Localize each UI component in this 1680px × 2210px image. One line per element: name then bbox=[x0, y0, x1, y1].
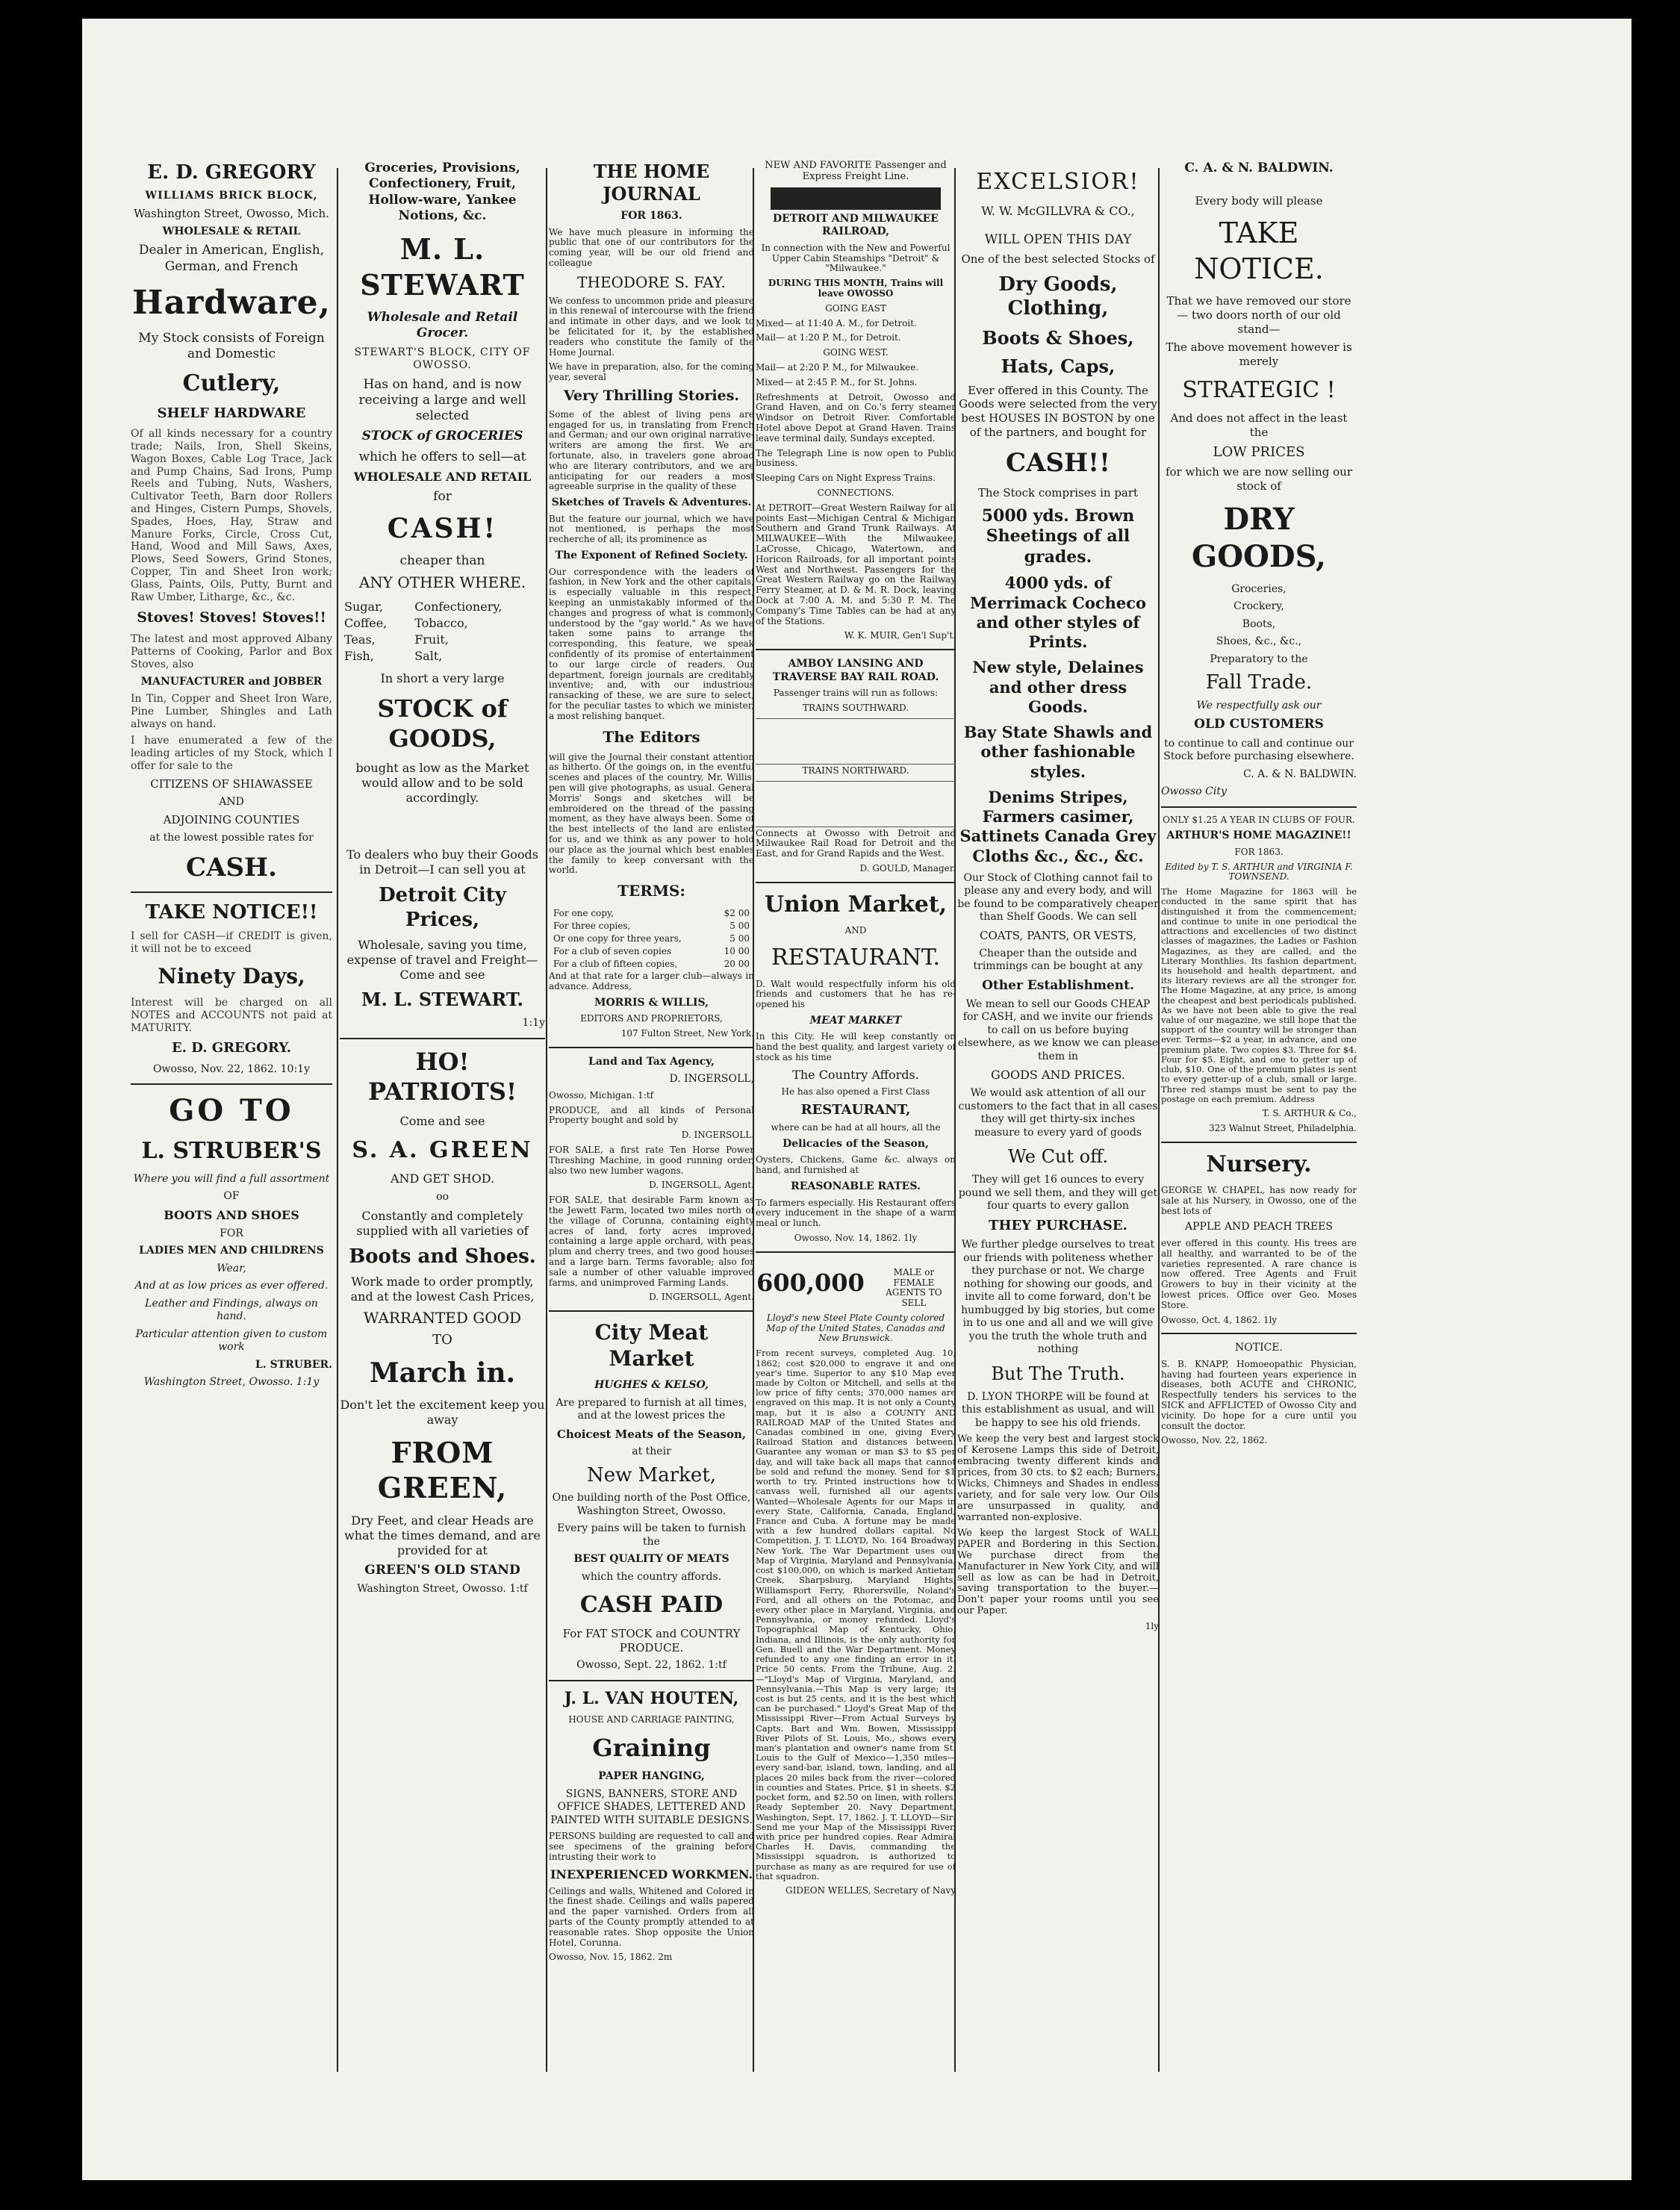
excelsior-thorpe: D. LYON THORPE will be found at this establishment as usual, and will be happy to see his old friends. bbox=[961, 1390, 1155, 1429]
baldwin-list-item: Shoes, &c., &c., bbox=[1216, 635, 1302, 648]
excelsior-kerosene: We keep the very best and largest stock of Kerosene Lamps this side of Detroit, embracing twenty different kinds and prices, from 30 cts. to $2 each; Burners, Wicks, Chimneys and Shades in endless variety, and for sale very low. Our Oils are unsurpassed in quality, and warranted non-explosive. bbox=[957, 1434, 1159, 1523]
excelsior-dry: Dry Goods, Clothing, bbox=[998, 273, 1118, 320]
lloyd-count: 600,000 bbox=[756, 1268, 865, 1297]
vanhouten-house: HOUSE AND CARRIAGE PAINTING, bbox=[568, 1714, 735, 1725]
stoves-text: The latest and most approved Albany Patterns of Cooking, Parlor and Box Stoves, also bbox=[131, 633, 332, 670]
train-engraving bbox=[771, 187, 941, 210]
rail-connections: CONNECTIONS. bbox=[817, 488, 895, 499]
meat-their: at their bbox=[632, 1445, 671, 1458]
green-constantly: Constantly and completely supplied with all varieties of bbox=[356, 1208, 529, 1238]
ninety-days: Ninety Days, bbox=[158, 963, 305, 989]
gregory-dealer: Dealer in American, English, German, and French bbox=[138, 243, 325, 274]
struber-ladies: LADIES MEN AND CHILDRENS bbox=[139, 1245, 324, 1257]
baldwin-ask: We respectfully ask our bbox=[1196, 699, 1322, 712]
green-address: Washington Street, Owosso. 1:tf bbox=[357, 1583, 528, 1595]
union-oysters: Oysters, Chickens, Game &c. always on hand, and furnished at bbox=[756, 1154, 956, 1176]
excelsior-yds: 5000 yds. Brown Sheetings of all grades. bbox=[981, 505, 1135, 567]
city-meat-market: City Meat Market bbox=[594, 1320, 709, 1372]
stewart-goods-table: Sugar, Confectionery, Coffee, Tobacco, Teas, Fruit, Fish, Salt, bbox=[344, 600, 503, 664]
excelsior-hats: Hats, Caps, bbox=[1001, 355, 1116, 377]
column-stewart bbox=[340, 161, 545, 2072]
struber-boots: BOOTS AND SHOES bbox=[164, 1207, 299, 1222]
excelsior-cut-off: We Cut off. bbox=[1008, 1146, 1108, 1168]
excelsior-open: WILL OPEN THIS DAY bbox=[984, 231, 1132, 247]
baldwin-removed: That we have removed our store— two doors north of our old stand— bbox=[1166, 294, 1351, 336]
hardware-list: Of all kinds necessary for a country trade; Nails, Iron, Shell Skeins, Wagon Boxes, Cable Log Trace, Jack and Pump Chains, Sad Irons, Pump Reels and Tubing, Nuts, Washers, Cultivator Teeth, Barn door Rollers and Hinges, Cistern Pumps, Shovels, Spades, Hoes, Hay, Straw and Manure Forks, Circle, Cross Cut, Hand, Wood and Mill Saws, Axes, Plows, Seed Sowers, Grind Stones, Copper, Tin and Sheet Iron work; Glass, Paints, Oils, Putty, Burnt and Raw Umber, Litharge, &c., &c. bbox=[131, 428, 332, 603]
stewart-stock-goods: STOCK of GOODS, bbox=[377, 694, 508, 753]
stewart-cash: CASH! bbox=[387, 513, 498, 544]
amboy-note: Connects at Owosso with Detroit and Milwaukee Rail Road for Detroit and the East, and for Grand Rapids and the West. bbox=[756, 827, 956, 859]
baldwin-old: OLD CUSTOMERS bbox=[1194, 717, 1324, 732]
journal-intro: We have much pleasure in informing the public that one of our contributors for the coming year, will be our old friend and colleague bbox=[549, 226, 754, 268]
green-boots: Boots and Shoes. bbox=[349, 1245, 536, 1268]
arthur-sig: T. S. ARTHUR & Co., bbox=[1262, 1108, 1357, 1118]
baldwin-fall: Fall Trade. bbox=[1205, 671, 1313, 694]
stewart-wholesale: WHOLESALE AND RETAIL bbox=[353, 469, 532, 484]
journal-exponent: The Exponent of Refined Society. bbox=[555, 550, 748, 562]
meat-cash-paid: CASH PAID bbox=[579, 1592, 724, 1619]
struber-for: FOR bbox=[220, 1227, 243, 1239]
baldwin-city: Owosso City bbox=[1161, 785, 1227, 797]
struber-leather: Leather and Findings, always on hand. bbox=[145, 1297, 318, 1323]
union-reasonable: REASONABLE RATES. bbox=[791, 1180, 921, 1193]
amboy-timetable-south bbox=[756, 718, 956, 765]
lowest-line: at the lowest possible rates for bbox=[149, 831, 314, 844]
amboy-north: TRAINS NORTHWARD. bbox=[802, 765, 909, 776]
rail-west-row: Mixed— at 2:45 P. M., for St. Johns. bbox=[756, 376, 918, 387]
meat-date: Owosso, Sept. 22, 1862. 1:tf bbox=[576, 1659, 727, 1672]
excelsior-cash: CASH!! bbox=[1006, 447, 1110, 478]
rail-telegraph: The Telegraph Line is now open to Public business. bbox=[756, 447, 956, 469]
knapp-date: Owosso, Nov. 22, 1862. bbox=[1161, 1435, 1268, 1446]
patriots-heading: HO! PATRIOTS! bbox=[367, 1047, 517, 1106]
excelsior-one: One of the best selected Stocks of bbox=[961, 252, 1155, 266]
rail-west-row: Mail— at 2:20 P. M., for Milwaukee. bbox=[756, 362, 919, 373]
green-work: Work made to order promptly, and at the lowest Cash Prices, bbox=[350, 1274, 535, 1304]
amboy-south: TRAINS SOUTHWARD. bbox=[802, 702, 909, 713]
stewart-signature: M. L. STEWART. bbox=[361, 989, 524, 1011]
journal-p1: We confess to uncommon pride and pleasure in this renewal of intercourse with the friend and intimate in other days, and we look to be felicitated for it, by the established readers who constitute the family of the Home Journal. bbox=[549, 295, 754, 358]
excelsior-goods-prices: GOODS AND PRICES. bbox=[991, 1068, 1125, 1083]
excelsior-heading: EXCELSIOR! bbox=[976, 169, 1140, 195]
and-line: AND bbox=[219, 795, 244, 808]
amboy-name: AMBOY LANSING AND TRAVERSE BAY RAIL ROAD. bbox=[772, 658, 939, 683]
forsale-farm-sig: D. INGERSOLL, Agent. bbox=[649, 1292, 754, 1303]
column-gregory bbox=[131, 161, 332, 2072]
rail-name: DETROIT AND MILWAUKEE RAILROAD, bbox=[773, 212, 939, 238]
rail-during: DURING THIS MONTH, Trains will leave OWOSSO bbox=[768, 278, 944, 299]
go-to-heading: GO TO bbox=[169, 1093, 294, 1129]
baldwin-low: LOW PRICES bbox=[1213, 443, 1305, 460]
journal-rates-note: And at that rate for a larger club—always in advance. Address, bbox=[549, 971, 754, 992]
gregory-signature: E. D. GREGORY. bbox=[171, 1040, 292, 1056]
green-warranted: WARRANTED GOOD bbox=[363, 1309, 522, 1327]
knapp-text: S. B. KNAPP, Homoeopathic Physician, having had fourteen years experience in diseases, both ACUTE and CHRONIC, Respectfully tenders his services to the SICK and AFFLICTED of Owosso City and vicinity. Do hope for a cure until you consult the doctor. bbox=[1161, 1358, 1357, 1431]
vanhouten-signs: SIGNS, BANNERS, STORE AND OFFICE SHADES, LETTERED AND PAINTED WITH SUITABLE DESIGNS. bbox=[550, 1787, 753, 1826]
rail-east: GOING EAST bbox=[825, 302, 886, 314]
excelsior-denims: Denims Stripes, Farmers casimer, Sattinets Canada Grey Cloths &c., &c., &c. bbox=[959, 787, 1157, 865]
stewart-cheaper: cheaper than bbox=[399, 553, 485, 568]
vanhouten-graining: Graining bbox=[592, 1734, 711, 1763]
green-dont: Don't let the excitement keep you away bbox=[340, 1397, 545, 1427]
struber-address: Washington Street, Owosso. 1:1y bbox=[143, 1376, 320, 1389]
knapp-notice: NOTICE. bbox=[1235, 1342, 1283, 1354]
union-delicacies: Delicacies of the Season, bbox=[783, 1137, 929, 1150]
stewart-for: for bbox=[433, 488, 452, 504]
excelsior-firm: W. W. McGILLVRA & CO., bbox=[981, 203, 1135, 218]
union-restaurant2: RESTAURANT, bbox=[800, 1101, 911, 1118]
stewart-detroit: Detroit City Prices, bbox=[379, 884, 506, 931]
column-railroad bbox=[756, 161, 956, 2072]
struber-custom: Particular attention given to custom work bbox=[135, 1327, 328, 1354]
arthur-title: ARTHUR'S HOME MAGAZINE!! bbox=[1166, 829, 1351, 842]
excelsior-mean: We mean to sell our Goods CHEAP for CASH, and we invite our friends to call on us before buying elsewhere, as we know we can please them in bbox=[957, 997, 1159, 1062]
stewart-short: In short a very large bbox=[380, 671, 505, 686]
shelf-hardware: SHELF HARDWARE bbox=[157, 405, 306, 421]
excelsior-sixteen: They will get 16 ounces to every pound we sell them, and they will get four quarts to every gallon bbox=[958, 1174, 1158, 1213]
stewart-name: M. L. STEWART bbox=[360, 232, 525, 302]
journal-publisher: MORRIS & WILLIS, bbox=[594, 996, 709, 1009]
cutlery-heading: Cutlery, bbox=[182, 370, 281, 397]
struber-name: L. STRUBER'S bbox=[141, 1138, 322, 1165]
rail-conn-text: At DETROIT—Great Western Railway for all points East—Michigan Central & Michigan Southern and Grand Trunk Railways. At MILWAUKEE—With the Milwaukee, LaCrosse, Chicago, Watertown, and Horicon Railroads, for all important points West and Northwest. Passengers for the Great Western Railway go on the Railway Ferry Steamer, at D. & M. R. Dock, leaving Dock at 7:00 A. M. and 5:30 P. M. The Company's Time Tables can be had at any of the Stations. bbox=[756, 502, 956, 626]
journal-masthead: THE HOME JOURNAL bbox=[593, 161, 710, 205]
journal-p4: But the feature our journal, which we have not mentioned, is perhaps the most recherche of all; its prominence as bbox=[549, 513, 754, 545]
excelsior-pledge: We further pledge ourselves to treat our friends with politeness whether they purchase or not. We charge nothing for showing our goods, and invite all to come forward, don't be humbugged by big stories, but come in to us one and all and we will give you the truth the whole truth and nothing bbox=[961, 1239, 1155, 1356]
excelsior-delaines: New style, Delaines and other dress Goods. bbox=[972, 658, 1144, 716]
column-home-journal bbox=[549, 161, 754, 2072]
land-produce-sig: D. INGERSOLL. bbox=[681, 1130, 754, 1141]
take-notice-heading: TAKE NOTICE!! bbox=[145, 900, 318, 924]
land-agency: Land and Tax Agency, bbox=[588, 1055, 715, 1068]
lloyd-welles: GIDEON WELLES, Secretary of Navy bbox=[785, 1885, 956, 1896]
column-excelsior bbox=[957, 161, 1159, 2072]
gregory-block: WILLIAMS BRICK BLOCK, bbox=[145, 189, 318, 202]
stewart-has: Has on hand, and is now receiving a large and well selected bbox=[358, 376, 526, 423]
journal-sketches: Sketches of Travels & Adventures. bbox=[551, 497, 752, 509]
column-baldwin bbox=[1161, 161, 1357, 2072]
rail-west: GOING WEST. bbox=[823, 347, 889, 358]
baldwin-dry: DRY GOODS, bbox=[1192, 501, 1326, 574]
green-march: March in. bbox=[369, 1357, 516, 1389]
baldwin-list-item: Groceries, bbox=[1231, 582, 1287, 595]
amboy-sub: Passenger trains will run as follows: bbox=[773, 688, 939, 699]
tin-text: In Tin, Copper and Sheet Iron Ware, Pine Lumber, Shingles and Lath always on hand. bbox=[131, 693, 332, 730]
vanhouten-inexperienced: INEXPERIENCED WORKMEN. bbox=[550, 1867, 753, 1881]
struber-wear: Wear, bbox=[217, 1262, 246, 1274]
journal-thrilling: Very Thrilling Stories. bbox=[563, 387, 740, 405]
rail-line: NEW AND FAVORITE Passenger and Express Freight Line. bbox=[765, 161, 947, 182]
union-country: The Country Affords. bbox=[792, 1067, 919, 1082]
nursery-trees: APPLE AND PEACH TREES bbox=[1185, 1221, 1333, 1233]
journal-p5: Our correspondence with the leaders of fashion, in New York and the other capitals, is especially valuable in this respect, keeping an unmistakably informed of the changes and progress of what is commonly understood by the "gay world." As we have taken some pains to arrange the corresponding, this feature, we speak confidently of its promise of entertainment to our large circle of readers. Our department, foreign journals are creditably inventive; and, with our industrious ransacking of these, we are sure to select, for the peculiar tastes to which we minister, a most relishing banquet. bbox=[549, 566, 754, 721]
baldwin-strategic: STRATEGIC ! bbox=[1182, 376, 1336, 403]
journal-terms: TERMS: bbox=[617, 882, 685, 900]
green-from: FROM GREEN, bbox=[377, 1435, 508, 1505]
baldwin-take: TAKE NOTICE. bbox=[1194, 217, 1324, 285]
journal-year: FOR 1863. bbox=[620, 210, 682, 222]
baldwin-list-item: Boots, bbox=[1242, 617, 1276, 630]
union-farmers: To farmers especially. His Restaurant offers every inducement in the shape of a warm meal or lunch. bbox=[756, 1197, 956, 1229]
vanhouten-persons: PERSONS building are requested to call and see specimens of the graining before intrusting their work to bbox=[549, 1831, 754, 1862]
arthur-only: ONLY $1.25 A YEAR IN CLUBS OF FOUR. bbox=[1163, 814, 1355, 825]
excelsior-comprises: The Stock comprises in part bbox=[977, 486, 1139, 499]
manufacturer-line: MANUFACTURER and JOBBER bbox=[140, 675, 323, 688]
baldwin-sig: C. A. & N. BALDWIN. bbox=[1243, 768, 1357, 780]
meat-hughes: HUGHES & KELSO, bbox=[594, 1379, 709, 1392]
meat-building: One building north of the Post Office, Washington Street, Owosso. bbox=[552, 1492, 751, 1517]
forsale-threshing-sig: D. INGERSOLL, Agent. bbox=[649, 1180, 754, 1191]
nursery-text: ever offered in this county. His trees are all healthy, and warranted to be of the varieties represented. A rare chance is now offered. Tree Agents and Fruit Growers to buy in their vicinity at the lowest prices. Office over Geo. Moses Store. bbox=[1161, 1237, 1357, 1310]
green-dry: Dry Feet, and clear Heads are what the times demand, and are provided for at bbox=[344, 1513, 541, 1557]
arthur-editors: Edited by T. S. ARTHUR and VIRGINIA F. TOWNSEND. bbox=[1165, 861, 1353, 883]
green-name: S. A. GREEN bbox=[352, 1136, 533, 1163]
cash-heading: CASH. bbox=[186, 853, 277, 883]
green-shod: AND GET SHOD. bbox=[390, 1171, 495, 1186]
adjoining-line: ADJOINING COUNTIES bbox=[163, 813, 300, 827]
meat-prepared: Are prepared to furnish at all times, and at the lowest prices the bbox=[556, 1396, 747, 1422]
struber-signature: L. STRUBER. bbox=[255, 1358, 332, 1371]
credit-text: I sell for CASH—if CREDIT is given, it will not be to exceed bbox=[131, 930, 332, 956]
lloyd-title: Lloyd's new Steel Plate County colored Map of the United States, Canadas and New Brunswick. bbox=[766, 1312, 945, 1344]
baldwin-affect: And does not affect in the least the bbox=[1170, 411, 1348, 439]
amboy-timetable-north bbox=[756, 781, 956, 827]
stewart-offers: which he offers to sell—at bbox=[358, 449, 526, 464]
meat-best: BEST QUALITY OF MEATS bbox=[573, 1553, 729, 1566]
rail-east-row: Mail— at 1:20 P. M., for Detroit. bbox=[756, 332, 901, 343]
stewart-grocer: Wholesale and Retail Grocer. bbox=[367, 310, 518, 341]
union-opened: He has also opened a First Class bbox=[781, 1086, 930, 1097]
lloyd-agents: MALE or FEMALE AGENTS TO SELL bbox=[886, 1266, 942, 1309]
journal-rates: For one copy, $2 00 For three copies, 5 00 Or one copy for three years, 5 00 For a club of seven copies 10 00 For a club of fifteen copies, 20 00 bbox=[553, 908, 750, 970]
arthur-year: FOR 1863. bbox=[1234, 846, 1284, 857]
union-walt: D. Walt would respectfully inform his old friends and customers that he has re-opened his bbox=[756, 978, 956, 1010]
vanhouten-date: Owosso, Nov. 15, 1862. 2m bbox=[549, 1952, 673, 1963]
lloyd-text: From recent surveys, completed Aug. 10, 1862; cost $20,000 to engrave it and one year's time. Superior to any $10 Map ever made by Colton or Mitchell, and sells at the low price of fifty cents; 370,000 names are engraved on this map. It is not only a County map, but it is also a COUNTY AND RAILROAD MAP of the United States and Canadas combined in one, giving Every Railroad Station and distances between. Guarantee any woman or man $3 to $5 per day, and will take back all maps that cannot be sold and refund the money. Send for $1 worth to try. Printed instructions how to canvass well, furnished all our agents. Wanted—Wholesale Agents for our Maps in every State, California, Canada, England, France and Cuba. A fortune may be made with a few hundred dollars capital. No Competition. J. T. LLOYD, No. 164 Broadway, New York. The War Department uses our Map of Virginia, Maryland and Pennsylvania, cost $100,000, on which is marked Antietam Creek, Sharpsburg, Maryland Hights, Williamsport Ferry, Rhorersville, Noland's Ford, and all others on the Potomac, and every other place in Maryland, Virginia, and Pennsylvania, or money refunded. Lloyd's Topographical Map of Kentucky, Ohio, Indiana, and Illinois, is the only authority for Gen. Buell and the War Department. Money refunded to any one finding an error in it. Price 50 cents. From the Tribune, Aug. 2.—"Lloyd's Map of Virginia, Maryland, and Pennsylvania.—This Map is very large; its cost is but 25 cents, and it is the best which can be purchased." Lloyd's Great Map of the Mississippi River—From Actual Surveys by Capts. Bart and Wm. Bowen, Mississippi River Pilots of St. Louis, Mo., shows every man's plantation and owner's name from St. Louis to the Gulf of Mexico—1,350 miles—every sand-bar, island, town, landing, and all places 20 miles back from the river—colored in counties and States. Price, $1 in sheets. $2 pocket form, and $2.50 on linen, with rollers. Ready September 20. Navy Department, Washington, Sept. 17, 1862. J. T. LLOYD—Sir: Send me your Map of the Mississippi River, with price per hundred copies. Rear Admiral Charles H. Davis, commanding the Mississippi squadron, is authorized to purchase as many as are required for use of that squadron. bbox=[756, 1348, 956, 1881]
meat-new-market: New Market, bbox=[586, 1463, 717, 1487]
journal-fay: THEODORE S. FAY. bbox=[577, 273, 726, 291]
excelsior-merrimack: 4000 yds. of Merrimack Cocheco and other styles of Prints. bbox=[969, 573, 1147, 651]
gregory-date: Owosso, Nov. 22, 1862. 10:1y bbox=[152, 1062, 310, 1075]
union-restaurant: RESTAURANT. bbox=[771, 944, 940, 971]
arthur-text: The Home Magazine for 1863 will be conducted in the same spirit that has distinguished it from the commencement; and continue to unite in one periodical the attractions and excellencies of two distinct classes of magazines, the Ladies or Fashion Magazines, as they are called, and the Literary Monthlies. Its fashion department, its household and health department, and its literary reviews are all the stronger for. The Home Magazine, at any price, is among the cheapest and best periodicals published. As we have not been able to give the real value of our magazine, we still hope that the support of the country will be stronger than ever. Terms—$2 a year, in advance, and one premium plate. Two copies $3. Three for $4. Four for $5. Eight, and one to getter up of club, $10. One of the premium plates is sent to every getter-up of a club, small or large. Three red stamps must be sent to pay the postage on each premium. Address bbox=[1161, 886, 1357, 1104]
excelsior-wallpaper: We keep the largest Stock of WALL PAPER and Bordering in this Section. We purchase direct from the Manufacturer in New York City, and will sell as low as can be had in Detroit, saving transportation to the buyer.—Don't paper your rooms until you see our Paper. bbox=[957, 1527, 1159, 1617]
stewart-sig-no: 1:1y bbox=[522, 1017, 545, 1030]
forsale-farm: FOR SALE, that desirable Farm known as the Jewett Farm, located two miles north of the village of Corunna, containing eighty acres of land, forty acres improved, containing a large apple orchard, with peas, plum and cherry trees, and two good houses and a large barn. Terms favorable; also for sale a number of other valuable improved farms, and unimproved Farming Lands. bbox=[549, 1195, 754, 1288]
struber-lowest: And at as low prices as ever offered. bbox=[134, 1280, 329, 1292]
enumerated-text: I have enumerated a few of the leading articles of my Stock, which I offer for sale to the bbox=[131, 735, 332, 773]
meat-which: which the country affords. bbox=[581, 1570, 722, 1583]
union-city: In this City. He will keep constantly on hand the best quality, and largest variety of stock as his time bbox=[756, 1031, 956, 1063]
rail-connection: In connection with the New and Powerful Upper Cabin Steamships "Detroit" & "Milwaukee." bbox=[761, 242, 951, 274]
stewart-stock: STOCK of GROCERIES bbox=[361, 429, 523, 444]
baldwin-list-item: Crockery, bbox=[1233, 600, 1284, 613]
interest-text: Interest will be charged on all NOTES and ACCOUNTS not paid at MATURITY. bbox=[131, 996, 332, 1034]
journal-pub-role: EDITORS AND PROPRIETORS, bbox=[580, 1013, 723, 1024]
journal-p3: Some of the ablest of living pens are engaged for us, in translating from French and German; and our own original narrative-writers are among the first. We are fortunate, also, in travelers gone abroad who are literary contributors, and we are anticipating for our readers a most agreeable surprise in the quality of these bbox=[549, 408, 754, 492]
union-and: AND bbox=[844, 925, 867, 936]
struber-where: Where you will find a full assortment bbox=[133, 1172, 330, 1185]
excelsior-clothing: Our Stock of Clothing cannot fail to please any and every body, and will be found to be comparatively cheaper than Shelf Goods. We can sell bbox=[957, 871, 1159, 924]
gregory-name: E. D. GREGORY bbox=[147, 161, 316, 184]
green-oo: oo bbox=[436, 1191, 449, 1204]
excelsior-shawls: Bay State Shawls and other fashionable styles. bbox=[963, 723, 1153, 781]
stewart-head: Groceries, Provisions, Confectionery, Fruit, Hollow-ware, Yankee Notions, &c. bbox=[364, 161, 520, 223]
rail-sleeping: Sleeping Cars on Night Express Trains. bbox=[756, 473, 936, 484]
vanhouten-ceilings: Ceilings and walls, Whitened and Colored in the finest shade. Ceilings and walls papered and the paper varnished. Orders from all parts of the County promptly attended to at reasonable rates. Shop opposite the Union Hotel, Corunna. bbox=[549, 1885, 754, 1948]
gregory-trade: WHOLESALE & RETAIL bbox=[162, 225, 301, 237]
gregory-stock: My Stock consists of Foreign and Domestic bbox=[138, 330, 325, 361]
hardware-heading: Hardware, bbox=[132, 283, 331, 322]
patriots-come: Come and see bbox=[399, 1113, 485, 1128]
column-rule bbox=[546, 168, 547, 2072]
baldwin-name: C. A. & N. BALDWIN. bbox=[1184, 161, 1334, 175]
baldwin-continue: to continue to call and continue our Stock before purchasing elsewhere. bbox=[1163, 737, 1354, 762]
excelsior-wp-no: 1ly bbox=[1145, 1621, 1159, 1632]
excelsior-coats: COATS, PANTS, OR VESTS, bbox=[980, 928, 1136, 942]
journal-p2: We have in preparation, also, for the coming year, several bbox=[549, 361, 754, 383]
struber-of: OF bbox=[223, 1190, 240, 1203]
baldwin-everybody: Every body will please bbox=[1195, 194, 1323, 208]
stewart-bought: bought as low as the Market would allow and to be sold accordingly. bbox=[355, 761, 529, 806]
meat-every: Every pains will be taken to furnish the bbox=[557, 1522, 746, 1548]
nursery-chapel: GEORGE W. CHAPEL, has now ready for sale at his Nursery, in Owosso, one of the best lots of bbox=[1161, 1185, 1357, 1216]
stewart-dealers: To dealers who buy their Goods in Detroit—I can sell you at bbox=[346, 847, 538, 877]
excelsior-attention: We would ask attention of all our customers to the fact that in all cases they will get thirty-six inches measure to every yard of goods bbox=[958, 1087, 1158, 1139]
column-rule bbox=[337, 168, 338, 2072]
meat-choicest: Choicest Meats of the Season, bbox=[556, 1427, 747, 1441]
excelsior-cheaper: Cheaper than the outside and trimmings can be bought at any bbox=[973, 947, 1143, 972]
rail-muir: W. K. MUIR, Gen'l Sup't. bbox=[844, 630, 956, 641]
baldwin-movement: The above movement however is merely bbox=[1166, 340, 1352, 368]
green-old-stand: GREEN'S OLD STAND bbox=[364, 1562, 520, 1578]
nursery-heading: Nursery. bbox=[1206, 1151, 1312, 1177]
vanhouten-paper: PAPER HANGING, bbox=[598, 1770, 705, 1783]
green-to: TO bbox=[432, 1332, 452, 1348]
union-date: Owosso, Nov. 14, 1862. 1ly bbox=[794, 1232, 918, 1243]
journal-p6: will give the Journal their constant attention as hitherto. Of the goings on, in the eventful scenes and places of the country, Mr. Willis' pen will give photographs, as usual. General Morris' Songs and sketches will be embroidered on the thread of the passing moment, as they have always been. Some of the best intellects of the land are enlisted for us, and we think as any power to hold our place as the journal which best enables the family to keep conversant with the world. bbox=[549, 751, 754, 876]
baldwin-prep: Preparatory to the bbox=[1210, 653, 1308, 665]
nursery-date: Owosso, Oct. 4, 1862. 1ly bbox=[1161, 1314, 1278, 1325]
amboy-gould: D. GOULD, Manager. bbox=[859, 862, 956, 874]
stoves-heading: Stoves! Stoves! Stoves!! bbox=[137, 609, 326, 626]
excelsior-ever: Ever offered in this County. The Goods were selected from the very best HOUSES IN BOSTON by one of the partners, and bought for bbox=[959, 383, 1157, 439]
rail-east-row: Mixed— at 11:40 A. M., for Detroit. bbox=[756, 317, 917, 329]
rail-refreshments: Refreshments at Detroit, Owosso and Grand Haven, and on Co.'s ferry steamer Windsor on Detroit River. Comfortable Hotel above Depot at Grand Haven. Trains leave terminal daily, Sundays excepted. bbox=[756, 391, 956, 443]
union-market: Union Market, bbox=[764, 891, 948, 918]
union-where: where can be had at all hours, all the bbox=[771, 1122, 941, 1133]
vanhouten-name: J. L. VAN HOUTEN, bbox=[564, 1688, 739, 1708]
baldwin-for: for which we are now selling our stock of bbox=[1165, 465, 1353, 493]
journal-pub-addr: 107 Fulton Street, New York. bbox=[620, 1027, 754, 1039]
union-meat-market: MEAT MARKET bbox=[809, 1014, 902, 1027]
excelsior-other: Other Establishment. bbox=[982, 977, 1134, 993]
excelsior-truth: But The Truth. bbox=[991, 1363, 1125, 1384]
stewart-save: Wholesale, saving you time, expense of travel and Freight—Come and see bbox=[346, 938, 538, 983]
stewart-block: STEWART'S BLOCK, CITY OF OWOSSO. bbox=[354, 346, 531, 371]
citizens-line: CITIZENS OF SHIAWASSEE bbox=[150, 776, 313, 791]
arthur-addr: 323 Walnut Street, Philadelphia. bbox=[1209, 1122, 1357, 1133]
meat-fat-stock: For FAT STOCK and COUNTRY PRODUCE. bbox=[562, 1626, 741, 1655]
gregory-street: Washington Street, Owosso, Mich. bbox=[134, 207, 329, 220]
excelsior-purchase: THEY PURCHASE. bbox=[989, 1217, 1127, 1233]
land-ingersoll: D. INGERSOLL, bbox=[669, 1073, 754, 1086]
journal-editors: The Editors bbox=[603, 727, 700, 746]
land-location: Owosso, Michigan. 1:tf bbox=[549, 1089, 654, 1101]
forsale-threshing: FOR SALE, a first rate Ten Horse Power Threshing Machine, in good running order, also two new lumber wagons. bbox=[549, 1144, 754, 1176]
land-produce: PRODUCE, and all kinds of Personal Property bought and sold by bbox=[549, 1104, 754, 1126]
excelsior-boots: Boots & Shoes, bbox=[982, 326, 1134, 349]
stewart-any: ANY OTHER WHERE. bbox=[358, 573, 526, 592]
